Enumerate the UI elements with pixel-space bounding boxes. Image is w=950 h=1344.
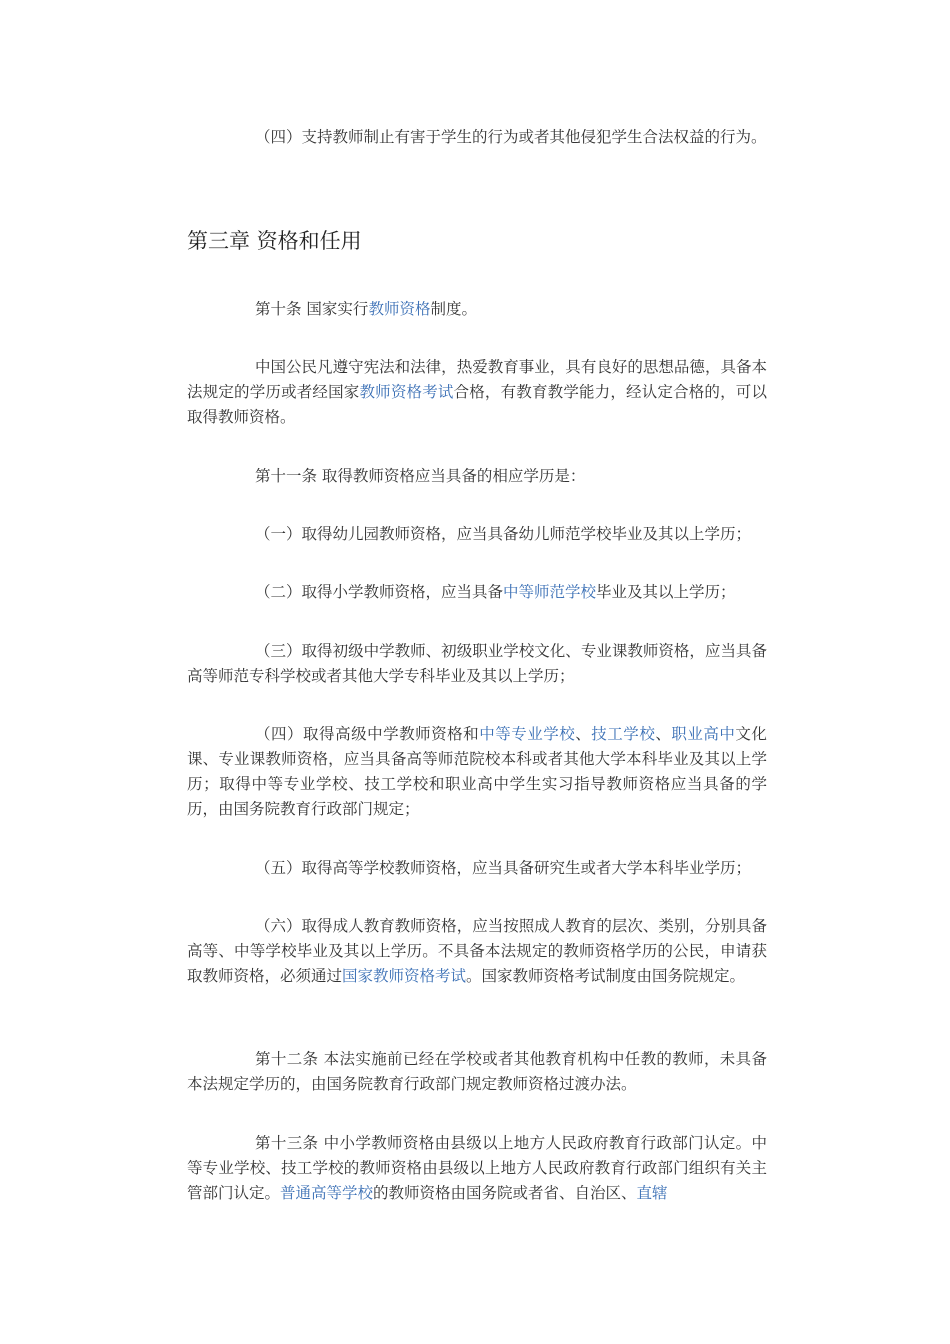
paragraph-article-12	[187, 1047, 767, 1097]
paragraph-text: 第十一条 取得教师资格应当具备的相应学历是：	[255, 467, 586, 485]
paragraph-text: 文化课、专业课教师资格，应当具备高等师范院校本科或者其他大学本科毕业及其以上学历；取得中等专业学校、技工学校和职业高中学生实习指导教师资格应当具备的学历，由国务院教育行政部门规定；	[187, 725, 767, 818]
link-municipality[interactable]: 直辖	[636, 1184, 668, 1202]
paragraph-text: 中国公民凡遵守宪法和法律，热爱教育事业，具有良好的思想品德，具备本法规定的学历或者经国家	[187, 358, 767, 401]
paragraph-citizen-eligibility	[187, 355, 767, 430]
paragraph-text: （一）取得幼儿园教师资格，应当具备幼儿师范学校毕业及其以上学历；	[255, 525, 752, 543]
link-regular-higher-education[interactable]: 普通高等学校	[280, 1184, 374, 1202]
chapter-heading: 第三章 资格和任用	[187, 229, 362, 253]
link-national-teacher-exam[interactable]: 国家教师资格考试	[342, 967, 467, 985]
link-secondary-specialized-school[interactable]: 中等专业学校	[479, 725, 576, 743]
paragraph-text: （四）支持教师制止有害于学生的行为或者其他侵犯学生合法权益的行为。	[255, 128, 767, 146]
link-teacher-qualification-exam[interactable]: 教师资格考试	[359, 383, 454, 401]
paragraph-item-3	[187, 639, 767, 689]
separator: 、	[655, 725, 672, 743]
paragraph-text: 的教师资格由国务院或者省、自治区、	[373, 1184, 637, 1202]
paragraph-text: 第十三条 中小学教师资格由县级以上地方人民政府教育行政部门认定。中等专业学校、技工学校的教师资格由县级以上地方人民政府教育行政部门组织有关主管部门认定。	[187, 1134, 767, 1202]
link-secondary-normal-school[interactable]: 中等师范学校	[503, 583, 597, 601]
paragraph-item-5	[187, 856, 787, 881]
paragraph-text: （二）取得小学教师资格，应当具备	[255, 583, 504, 601]
paragraph-item-2	[187, 580, 767, 605]
paragraph-teacher-support	[187, 125, 767, 150]
paragraph-text: 。国家教师资格考试制度由国务院规定。	[466, 967, 746, 985]
separator: 、	[575, 725, 592, 743]
paragraph-item-4	[187, 722, 767, 822]
paragraph-text: 第十条 国家实行	[255, 300, 369, 318]
paragraph-item-6	[187, 914, 767, 989]
link-technical-school[interactable]: 技工学校	[591, 725, 656, 743]
paragraph-text: （五）取得高等学校教师资格，应当具备研究生或者大学本科毕业学历；	[255, 859, 752, 877]
paragraph-article-10	[187, 297, 767, 322]
paragraph-article-13	[187, 1131, 767, 1206]
paragraph-text: 制度。	[430, 300, 477, 318]
paragraph-text: （四）取得高级中学教师资格和	[255, 725, 480, 743]
paragraph-text: 第十二条 本法实施前已经在学校或者其他教育机构中任教的教师，未具备本法规定学历的，由国务院教育行政部门规定教师资格过渡办法。	[187, 1050, 767, 1093]
link-teacher-qualification[interactable]: 教师资格	[368, 300, 431, 318]
paragraph-text: （三）取得初级中学教师、初级职业学校文化、专业课教师资格，应当具备高等师范专科学校或者其他大学专科毕业及其以上学历；	[187, 642, 767, 685]
paragraph-article-11	[187, 464, 767, 489]
paragraph-text: 毕业及其以上学历；	[596, 583, 736, 601]
paragraph-text: 合格，有教育教学能力，经认定合格的，可以取得教师资格。	[187, 383, 767, 426]
paragraph-item-1	[187, 522, 787, 547]
link-vocational-high-school[interactable]: 职业高中	[671, 725, 736, 743]
paragraph-text: （六）取得成人教育教师资格，应当按照成人教育的层次、类别，分别具备高等、中等学校毕业及其以上学历。不具备本法规定的教师资格学历的公民，申请获取教师资格，必须通过	[187, 917, 767, 985]
